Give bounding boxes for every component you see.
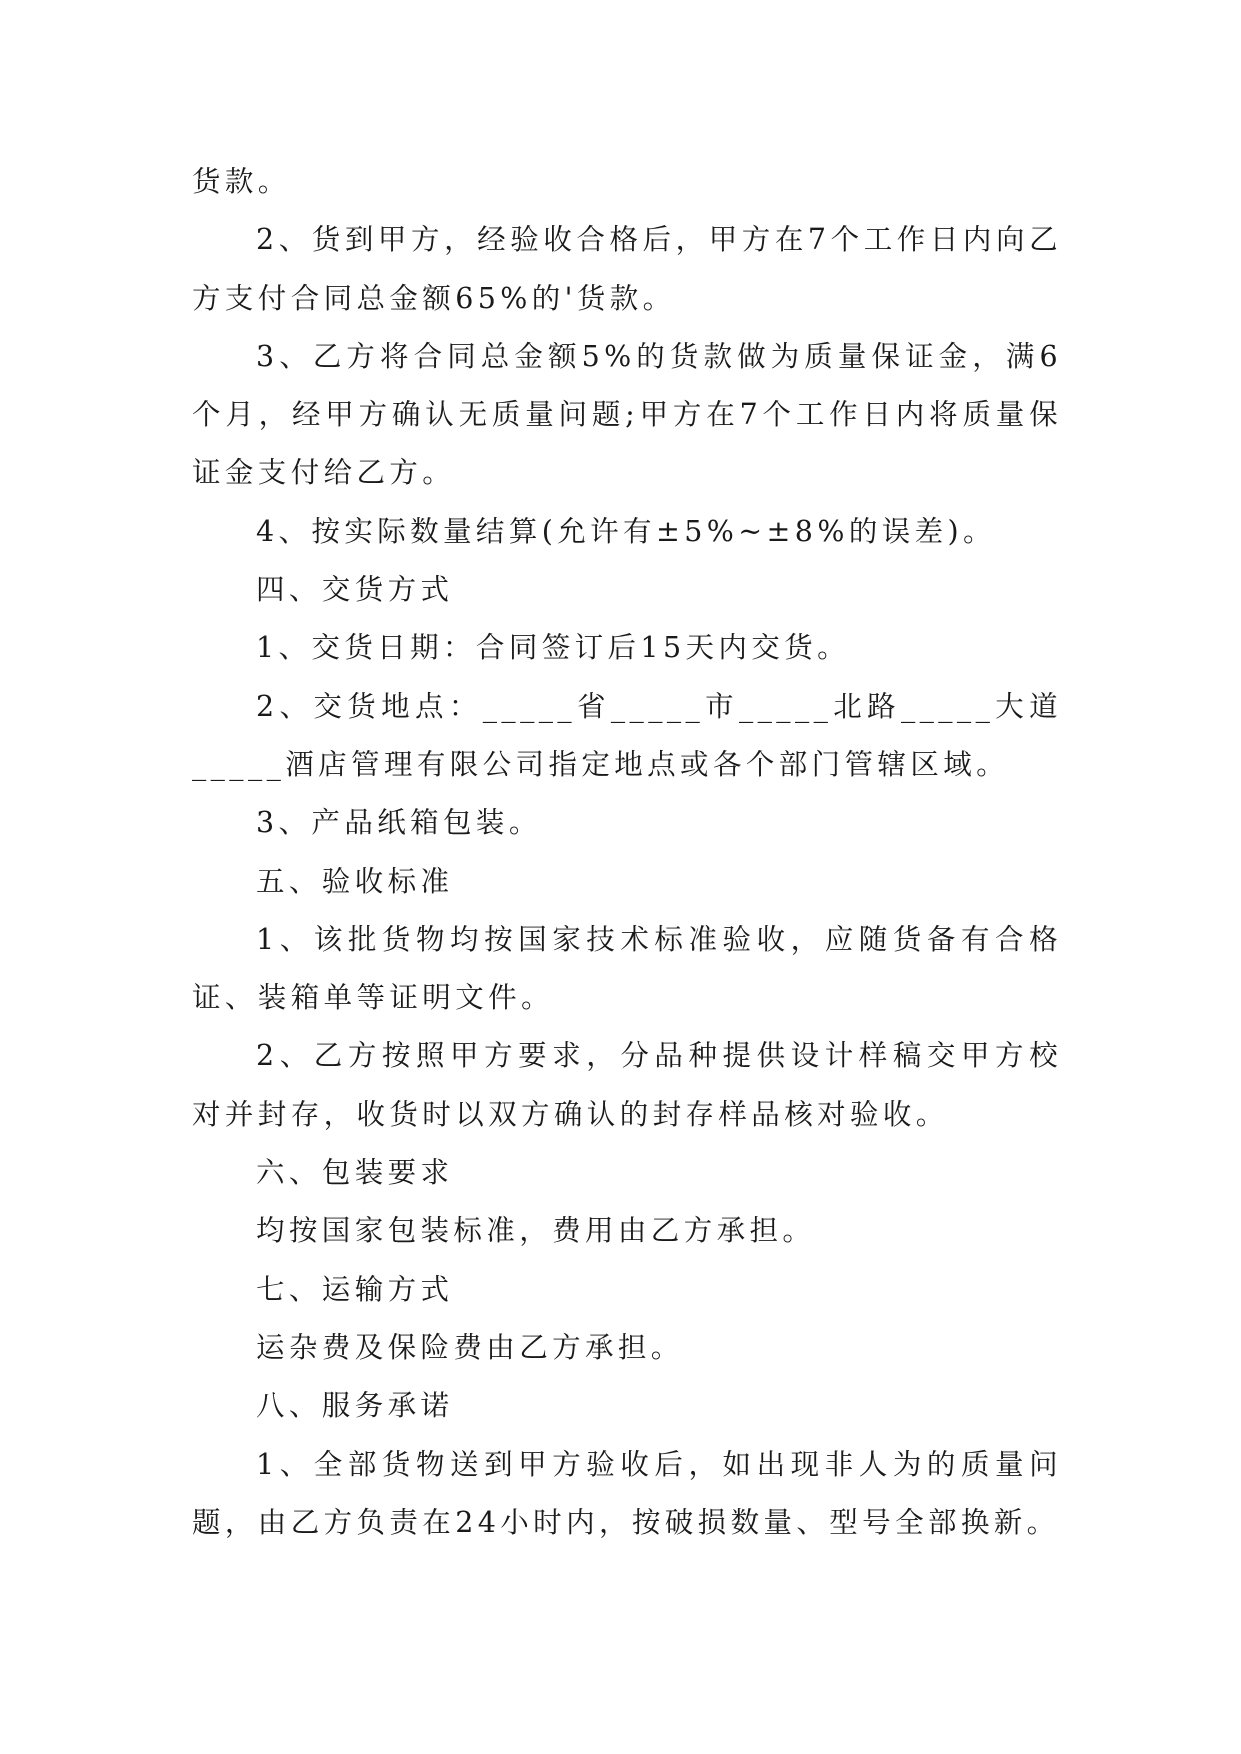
paragraph-sample-verification: 2、乙方按照甲方要求，分品种提供设计样稿交甲方校对并封存，收货时以双方确认的封存样品核对验收。 <box>192 1039 1062 1131</box>
section-heading-service-commitment: 八、服务承诺 <box>256 1389 454 1423</box>
paragraph-transport-costs: 运杂费及保险费由乙方承担。 <box>256 1330 684 1364</box>
paragraph-delivery-date: 1、交货日期：合同签订后15天内交货。 <box>256 631 850 665</box>
contract-body <box>192 153 1062 1552</box>
paragraph-delivery-location: 2、交货地点：_____省_____市_____北路_____大道_____酒店管理有限公司指定地点或各个部门管辖区域。 <box>192 689 1062 781</box>
section-heading-acceptance: 五、验收标准 <box>256 864 454 898</box>
paragraph-acceptance-standard: 1、该批货物均按国家技术标准验收，应随货备有合格证、装箱单等证明文件。 <box>192 922 1062 1015</box>
paragraph-payment-continuation: 货款。 <box>192 165 291 198</box>
section-heading-transport: 七、运输方式 <box>256 1272 454 1306</box>
paragraph-payment-65-percent: 2、货到甲方，经验收合格后，甲方在7个工作日内向乙方支付合同总金额65%的'货款。 <box>192 223 1062 315</box>
paragraph-packaging-standard: 均按国家包装标准，费用由乙方承担。 <box>256 1214 816 1248</box>
paragraph-quality-deposit: 3、乙方将合同总金额5%的货款做为质量保证金，满6个月，经甲方确认无质量问题;甲方在7个工作日内将质量保证金支付给乙方。 <box>192 339 1062 490</box>
paragraph-settlement: 4、按实际数量结算(允许有±5%~±8%的误差)。 <box>256 514 996 548</box>
section-heading-packaging-requirements: 六、包装要求 <box>256 1156 454 1190</box>
paragraph-packaging: 3、产品纸箱包装。 <box>256 806 542 840</box>
section-heading-delivery: 四、交货方式 <box>256 573 454 607</box>
paragraph-replacement-commitment: 1、全部货物送到甲方验收后，如出现非人为的质量问题，由乙方负责在24小时内，按破损数量、型号全部换新。 <box>192 1447 1062 1539</box>
